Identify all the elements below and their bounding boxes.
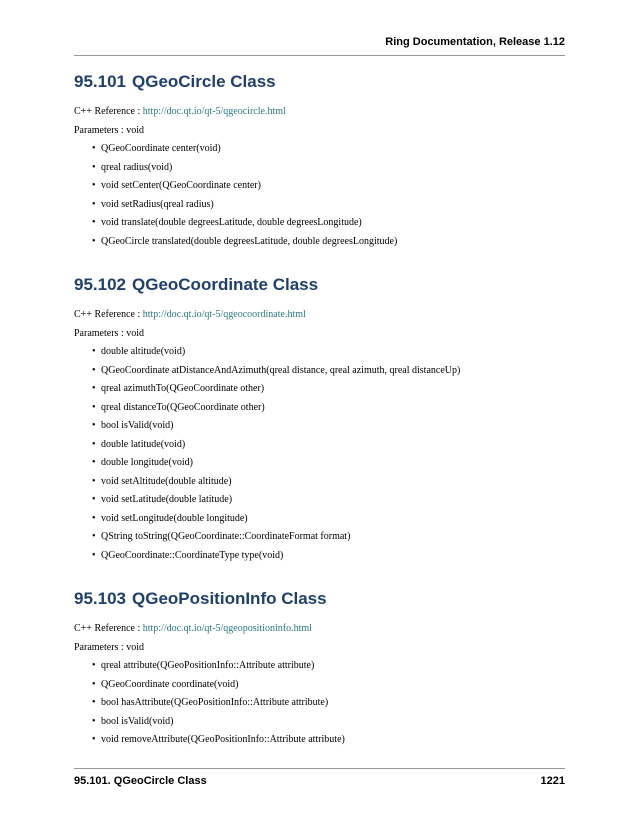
- bullet-icon: •: [92, 401, 96, 413]
- cpp-reference: [74, 308, 574, 321]
- method-list: [74, 659, 574, 752]
- parameters-line: Parameters : void: [74, 642, 144, 653]
- section-qgeopositioninfo: [74, 589, 574, 752]
- bullet-icon: •: [92, 438, 96, 450]
- list-item: [92, 475, 574, 494]
- header-rule: [74, 55, 565, 56]
- bullet-icon: •: [92, 475, 96, 487]
- section-title: QGeoCoordinate Class: [132, 275, 319, 294]
- section-title: QGeoPositionInfo Class: [132, 589, 327, 608]
- list-item: [92, 364, 574, 383]
- list-item: [92, 235, 574, 254]
- cpp-reference: [74, 105, 574, 118]
- page-number: 1221: [540, 775, 565, 787]
- list-item: [92, 659, 574, 678]
- method-list: [74, 142, 574, 253]
- method-signature: QGeoCoordinate coordinate(void): [101, 678, 239, 690]
- bullet-icon: •: [92, 364, 96, 376]
- list-item: [92, 530, 574, 549]
- list-item: [92, 401, 574, 420]
- list-item: [92, 345, 574, 364]
- list-item: [92, 179, 574, 198]
- method-signature: QGeoCoordinate center(void): [101, 143, 221, 154]
- list-item: [92, 419, 574, 438]
- bullet-icon: •: [92, 512, 96, 524]
- bullet-icon: •: [92, 346, 96, 357]
- bullet-icon: •: [92, 161, 96, 173]
- footer-section-title: 95.101. QGeoCircle Class: [74, 775, 207, 787]
- method-signature: double altitude(void): [101, 346, 186, 357]
- method-signature: void setCenter(QGeoCoordinate center): [101, 180, 261, 191]
- bullet-icon: •: [92, 549, 96, 561]
- section-heading: [74, 275, 574, 295]
- reference-label: C++ Reference :: [74, 309, 143, 320]
- method-signature: void setLongitude(double longitude): [101, 512, 248, 524]
- section-number: 95.102: [74, 275, 126, 294]
- method-signature: double longitude(void): [101, 457, 193, 468]
- bullet-icon: •: [92, 734, 96, 745]
- list-item: [92, 382, 574, 401]
- parameters-line: Parameters : void: [74, 328, 144, 339]
- method-signature: qreal azimuthTo(QGeoCoordinate other): [101, 383, 265, 394]
- method-signature: void setAltitude(double altitude): [101, 475, 232, 487]
- section-heading: [74, 72, 574, 92]
- list-item: [92, 161, 574, 180]
- list-item: [92, 438, 574, 457]
- method-signature: void setRadius(qreal radius): [101, 198, 214, 210]
- method-signature: void translate(double degreesLatitude, double degreesLongitude): [101, 217, 362, 228]
- method-signature: qreal distanceTo(QGeoCoordinate other): [101, 401, 265, 413]
- method-signature: qreal radius(void): [101, 161, 173, 173]
- bullet-icon: •: [92, 660, 96, 671]
- cpp-reference: [74, 622, 574, 635]
- bullet-icon: •: [92, 383, 96, 394]
- bullet-icon: •: [92, 217, 96, 228]
- method-signature: qreal attribute(QGeoPositionInfo::Attribute attribute): [101, 660, 315, 671]
- section-title: QGeoCircle Class: [132, 72, 276, 91]
- reference-link[interactable]: http://doc.qt.io/qt-5/qgeocoordinate.html: [142, 309, 306, 320]
- method-signature: QGeoCircle translated(double degreesLatitude, double degreesLongitude): [101, 235, 398, 247]
- reference-link[interactable]: http://doc.qt.io/qt-5/qgeocircle.html: [142, 106, 286, 117]
- bullet-icon: •: [92, 494, 96, 505]
- bullet-icon: •: [92, 457, 96, 468]
- list-item: [92, 696, 574, 715]
- bullet-icon: •: [92, 420, 96, 431]
- section-qgeocoordinate: [74, 275, 574, 567]
- bullet-icon: •: [92, 715, 96, 727]
- method-signature: bool isValid(void): [101, 715, 174, 727]
- section-heading: [74, 589, 574, 609]
- method-signature: void setLatitude(double latitude): [101, 494, 233, 505]
- section-number: 95.103: [74, 589, 126, 608]
- footer-rule: [74, 768, 565, 769]
- list-item: [92, 678, 574, 697]
- list-item: [92, 216, 574, 235]
- list-item: [92, 493, 574, 512]
- method-signature: QGeoCoordinate::CoordinateType type(void): [101, 549, 284, 561]
- running-header: Ring Documentation, Release 1.12: [385, 36, 565, 48]
- section-qgeocircle: [74, 72, 574, 253]
- bullet-icon: •: [92, 235, 96, 247]
- reference-link[interactable]: http://doc.qt.io/qt-5/qgeopositioninfo.html: [142, 623, 312, 634]
- section-number: 95.101: [74, 72, 126, 91]
- bullet-icon: •: [92, 678, 96, 690]
- method-signature: bool hasAttribute(QGeoPositionInfo::Attribute attribute): [101, 697, 329, 708]
- bullet-icon: •: [92, 198, 96, 210]
- method-signature: QString toString(QGeoCoordinate::CoordinateFormat format): [101, 531, 351, 542]
- reference-label: C++ Reference :: [74, 623, 143, 634]
- list-item: [92, 142, 574, 161]
- reference-label: C++ Reference :: [74, 106, 143, 117]
- bullet-icon: •: [92, 180, 96, 191]
- list-item: [92, 512, 574, 531]
- method-signature: QGeoCoordinate atDistanceAndAzimuth(qreal distance, qreal azimuth, qreal distanceUp): [101, 364, 461, 376]
- parameters-line: Parameters : void: [74, 125, 144, 136]
- list-item: [92, 715, 574, 734]
- list-item: [92, 198, 574, 217]
- bullet-icon: •: [92, 143, 96, 154]
- method-signature: bool isValid(void): [101, 420, 174, 431]
- list-item: [92, 549, 574, 568]
- list-item: [92, 733, 574, 752]
- bullet-icon: •: [92, 531, 96, 542]
- bullet-icon: •: [92, 697, 96, 708]
- list-item: [92, 456, 574, 475]
- method-signature: double latitude(void): [101, 438, 186, 450]
- method-signature: void removeAttribute(QGeoPositionInfo::Attribute attribute): [101, 734, 345, 745]
- method-list: [74, 345, 574, 567]
